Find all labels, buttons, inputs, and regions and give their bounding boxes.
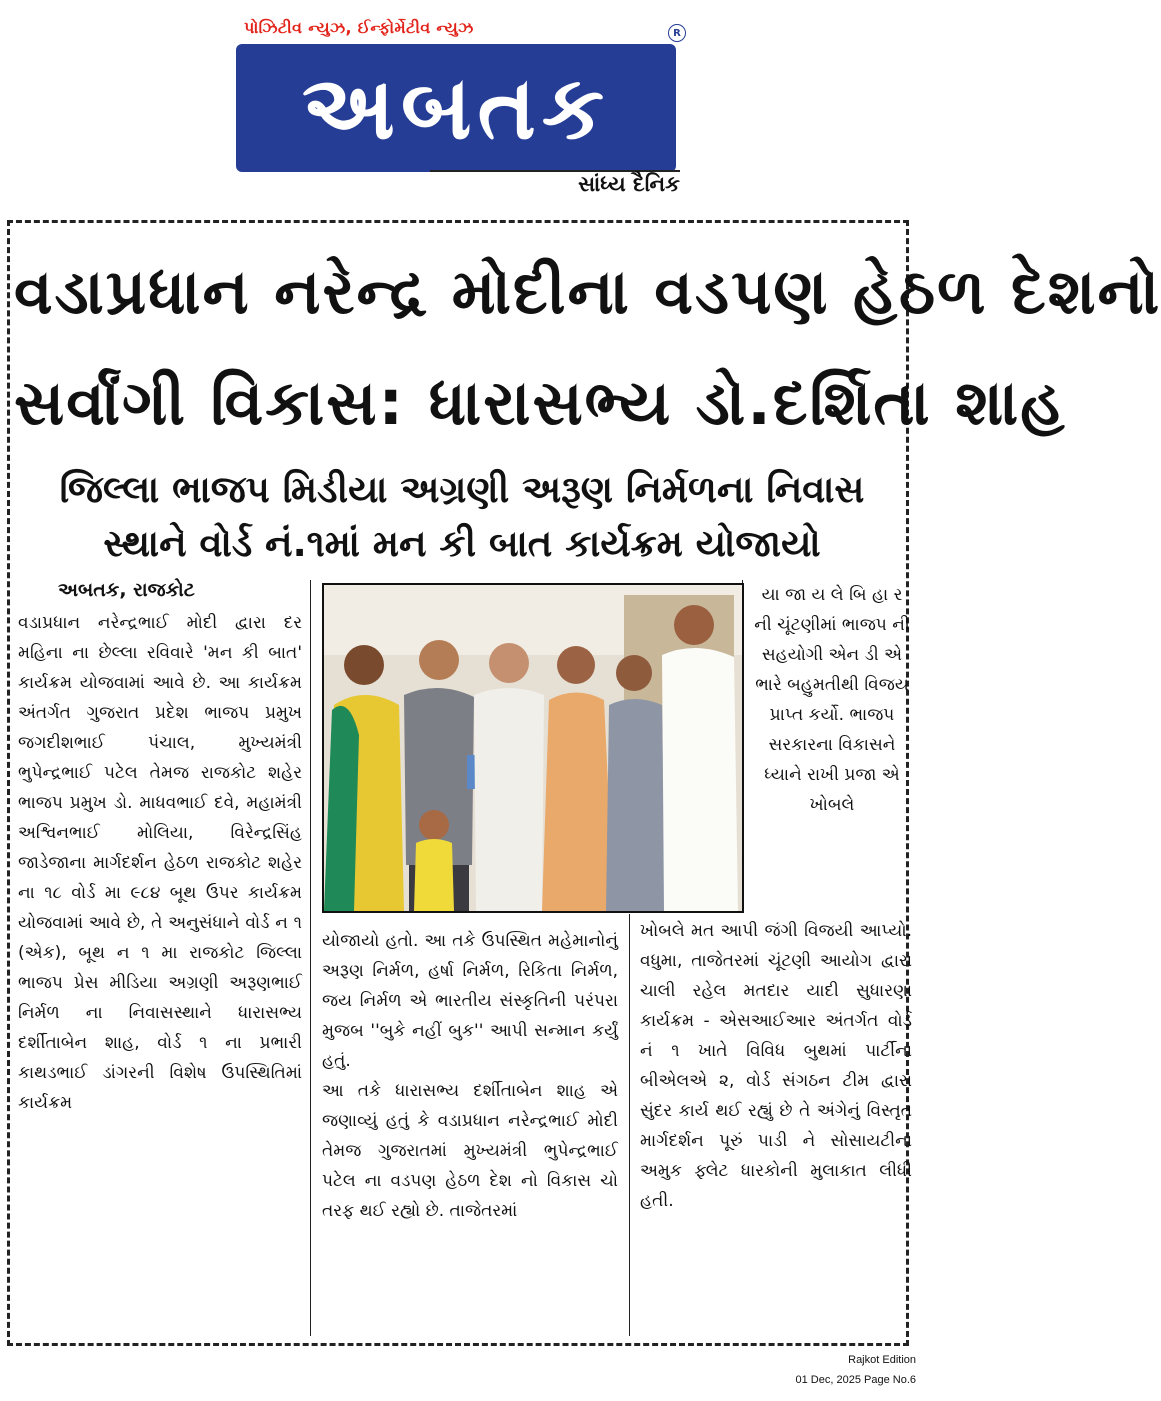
registered-mark-icon: R bbox=[668, 24, 686, 42]
group-photo-illustration bbox=[324, 585, 742, 911]
date-page-label: 01 Dec, 2025 Page No.6 bbox=[795, 1374, 916, 1386]
headline-line-2: સર્વાંગી વિકાસ: ધારાસભ્ય ડો.દર્શિતા શાહ bbox=[14, 366, 1067, 439]
byline: અબતક, રાજકોટ bbox=[58, 579, 195, 601]
subhead-line-1: જિલ્લા ભાજપ મિડીયા અગ્રણી અરૂણ નિર્મળના નિવાસ bbox=[59, 468, 865, 511]
article-photo bbox=[322, 583, 744, 913]
subhead-line-2: સ્થાને વોર્ડ નં.૧માં મન કી બાત કાર્યક્રમ યોજાયો bbox=[103, 522, 821, 565]
edition-label: Rajkot Edition bbox=[848, 1354, 916, 1366]
article-column-1: વડાપ્રધાન નરેન્દ્રભાઈ મોદી દ્વારા દર મહિના ના છેલ્લા રવિવારે 'મન કી બાત' કાર્યક્રમ યોજવામાં આવે છે. આ કાર્યક્રમ અંતર્ગત ગુજરાત પ્રદેશ ભાજપ પ્રમુખ જગદીશભાઈ પંચાલ, મુખ્યમંત્રી ભુપેન્દ્રભાઈ પટેલ તેમજ રાજકોટ શહેર ભાજપ પ્રમુખ ડો. માધવભાઈ દવે, મહામંત્રી અશ્વિનભાઈ મોલિયા, વિરેન્દ્રસિંહ જાડેજાના માર્ગદર્શન હેઠળ રાજકોટ શહેર ના ૧૮ વોર્ડ મા ૯૮૪ બૂથ ઉપર કાર્યક્રમ યોજવામાં આવે છે, તે અનુસંધાને વોર્ડ ન ૧ (એક), બૂથ ન ૧ મા રાજકોટ જિલ્લા ભાજપ પ્રેસ મીડિયા અગ્રણી અરૂણભાઈ નિર્મળ ના નિવાસસ્થાને ધારાસભ્ય દર્શીતાબેન શાહ, વોર્ડ ૧ ના પ્રભારી કાથડભાઈ ડાંગરની વિશેષ ઉપસ્થિતિમાં કાર્યક્રમ bbox=[18, 613, 302, 1113]
newspaper-logo: અબતક bbox=[236, 44, 676, 172]
column-divider bbox=[310, 580, 311, 1336]
column-divider bbox=[629, 914, 630, 1336]
article-column-3-top: યા જા ય લે બિ હા ર ની ચૂંટણીમાં ભાજપ ની સહયોગી એન ડી એ ભારે બહુમતીથી વિજય પ્રાપ્ત કર્યો. ભાજપ સરકારના વિકાસને ધ્યાને રાખી પ્રજા એ ખોબલે bbox=[754, 585, 910, 815]
article-column-2: યોજાયો હતો. આ તકે ઉપસ્થિત મહેમાનોનું અરૂણ નિર્મળ, હર્ષા નિર્મળ, રિકિતા નિર્મળ, જય નિર્મળ એ ભારતીય સંસ્કૃતિની પરંપરા મુજબ ''બુકે નહીં બુક'' આપી સન્માન કર્યું હતું. આ તકે ધારાસભ્ય દર્શીતાબેન શાહ એ જણાવ્યું હતું કે વડાપ્રધાન નરેન્દ્રભાઈ મોદી તેમજ ગુજરાતમાં મુખ્યમંત્રી ભુપેન્દ્રભાઈ પટેલ ના વડપણ હેઠળ દેશ નો વિકાસ ચો તરફ થઈ રહ્યો છે. તાજેતરમાં bbox=[322, 931, 618, 1221]
headline-line-1: વડાપ્રધાન નરેન્દ્ર મોદીના વડપણ હેઠળ દેશનો bbox=[14, 255, 1161, 328]
masthead-tagline: પોઝિટીવ ન્યુઝ, ઈન્ફોર્મેટીવ ન્યુઝ bbox=[244, 18, 474, 37]
article-column-3: ખોબલે મત આપી જંગી વિજયી આપ્યો. વધુમા, તાજેતરમાં ચૂંટણી આયોગ દ્વારા ચાલી રહેલ મતદાર યાદી સુધારણા કાર્યક્રમ - એસઆઈઆર અંતર્ગત વોર્ડ નં ૧ ખાતે વિવિધ બુથમાં પાર્ટીના બીએલએ ૨, વોર્ડ સંગઠન ટીમ દ્વારા સુંદર કાર્ય થઈ રહ્યું છે તે અંગેનું વિસ્તૃત માર્ગદર્શન પૂરું પાડી ને સોસાયટીના અમુક ફ્લેટ ધારકોની મુલાકાત લીધી હતી. bbox=[640, 921, 912, 1211]
masthead-subtitle: સાંધ્ય દૈનિક bbox=[578, 172, 680, 196]
